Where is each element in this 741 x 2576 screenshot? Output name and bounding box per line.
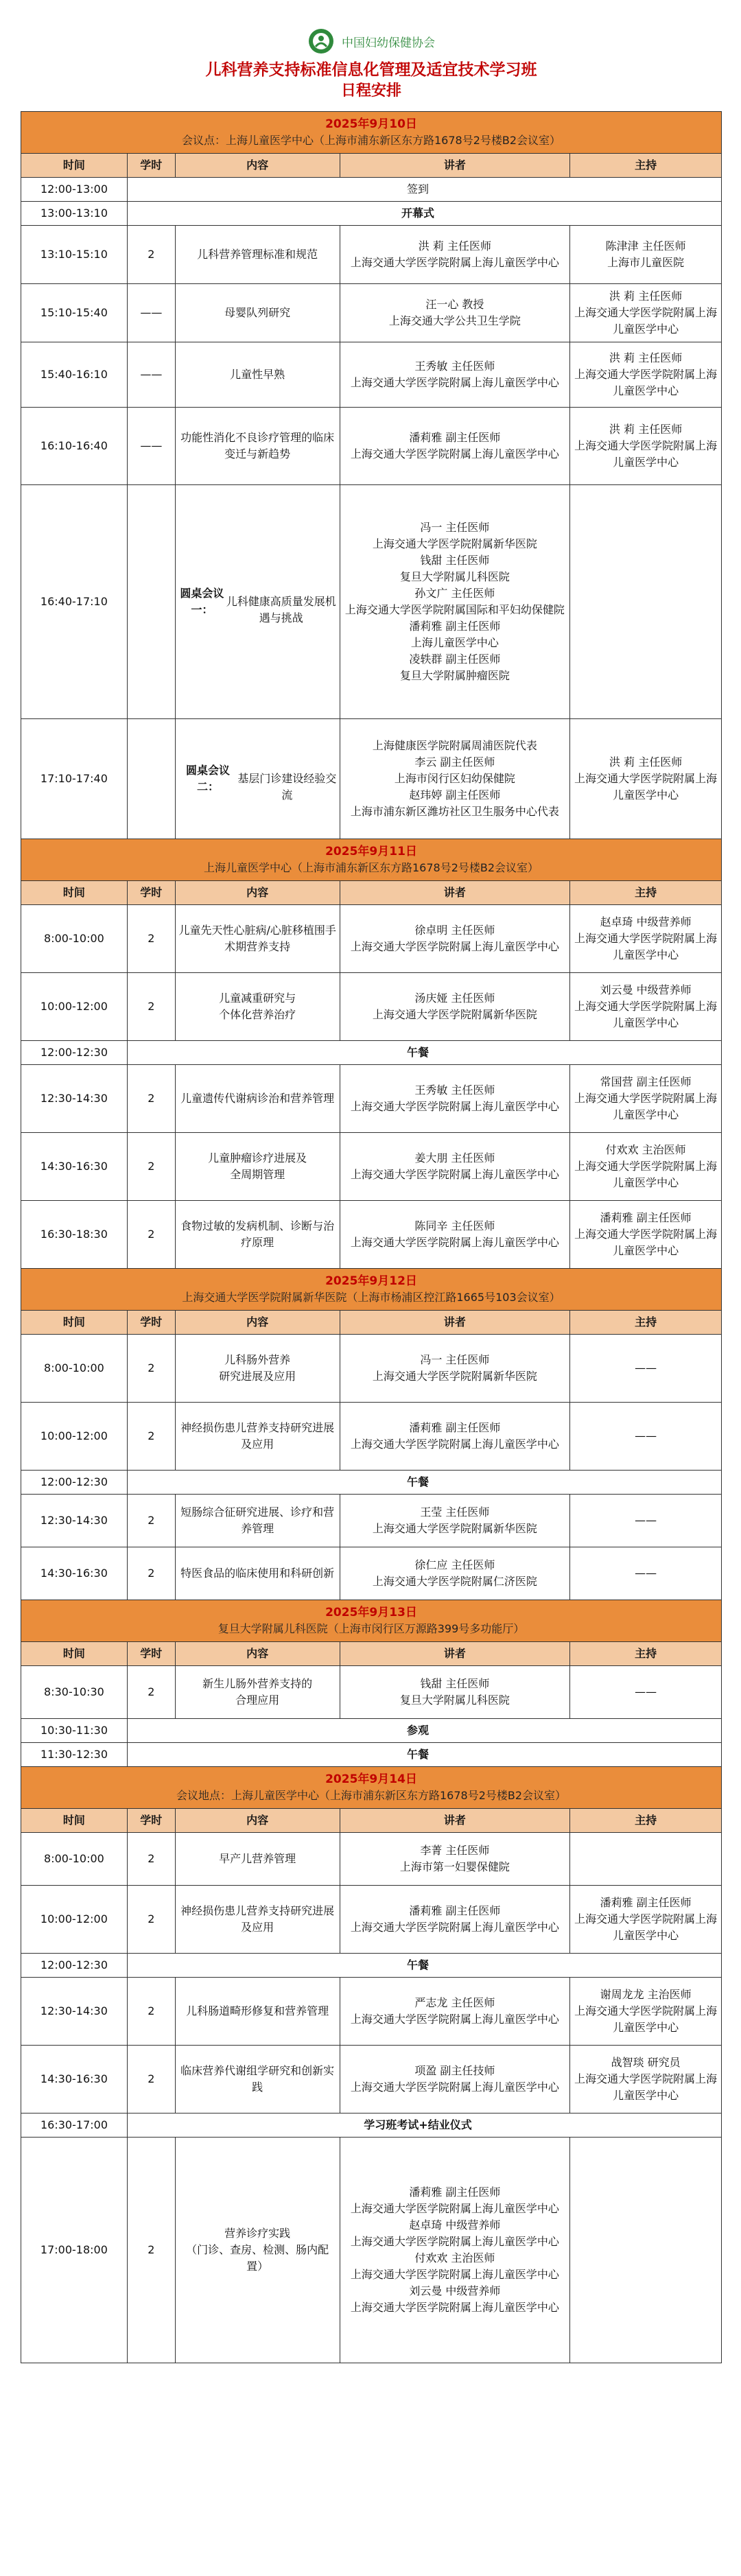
session-host: 陈津津 主任医师 上海市儿童医院 — [605, 239, 686, 269]
session-hours: 2 — [128, 2046, 176, 2113]
session-content: 早产儿营养管理 — [176, 1833, 340, 1885]
session-content: 临床营养代谢组学研究和创新实践 — [176, 2046, 340, 2113]
col-header-time: 时间 — [21, 1809, 128, 1832]
schedule-row — [21, 2046, 721, 2114]
schedule-row — [21, 973, 721, 1041]
session-host — [570, 2138, 721, 2363]
session-time: 10:00-12:00 — [21, 973, 128, 1040]
session-hours: 2 — [128, 1133, 176, 1200]
session-merged-title: 午餐 — [406, 1748, 429, 1761]
day-banner — [21, 1269, 721, 1310]
session-host: 赵卓琦 中级营养师 上海交通大学医学院附属上海儿童医学中心 — [574, 915, 718, 961]
day-date: 2025年9月11日 — [325, 845, 417, 858]
schedule-row — [21, 1833, 721, 1886]
schedule-row — [21, 905, 721, 973]
session-time: 8:00-10:00 — [21, 1833, 128, 1885]
session-merged-title: 学习班考试+结业仪式 — [364, 2118, 472, 2131]
session-hours — [128, 719, 176, 839]
session-hours: 2 — [128, 1547, 176, 1600]
col-header-time: 时间 — [21, 1311, 128, 1334]
session-host: —— — [635, 1361, 657, 1374]
col-header-hours: 学时 — [128, 1311, 176, 1334]
session-speaker: 严志龙 主任医师 上海交通大学医学院附属上海儿童医学中心 — [340, 1978, 571, 2045]
session-content: 儿科肠外营养 研究进展及应用 — [176, 1335, 340, 1402]
session-time: 13:00-13:10 — [21, 202, 128, 225]
session-host: 洪 莉 主任医师 上海交通大学医学院附属上海儿童医学中心 — [574, 423, 718, 469]
session-time: 16:40-17:10 — [21, 485, 128, 718]
col-header-time: 时间 — [21, 1642, 128, 1665]
day-date: 2025年9月12日 — [325, 1274, 417, 1288]
session-time: 12:00-12:30 — [21, 1471, 128, 1494]
day-date: 2025年9月10日 — [325, 117, 417, 131]
session-hours: 2 — [128, 1495, 176, 1547]
column-header-row — [21, 1809, 721, 1833]
session-time: 10:00-12:00 — [21, 1886, 128, 1953]
session-hours: 2 — [128, 1833, 176, 1885]
day-venue: 会议点：上海儿童医学中心（上海市浦东新区东方路1678号2号楼B2会议室） — [181, 134, 561, 147]
day-header-row — [21, 839, 721, 881]
session-hours: 2 — [128, 1403, 176, 1470]
day-date: 2025年9月13日 — [325, 1606, 417, 1619]
session-hours: 2 — [128, 1666, 176, 1718]
column-header-row — [21, 1642, 721, 1666]
session-time: 8:00-10:00 — [21, 905, 128, 972]
col-header-hours: 学时 — [128, 1642, 176, 1665]
session-hours: —— — [128, 284, 176, 342]
session-host — [570, 485, 721, 718]
schedule-row-merged — [21, 202, 721, 226]
session-content: 儿童肿瘤诊疗进展及 全周期管理 — [176, 1133, 340, 1200]
session-time: 14:30-16:30 — [21, 1133, 128, 1200]
schedule-row — [21, 719, 721, 839]
col-header-content: 内容 — [176, 1642, 340, 1665]
session-content: 儿童遗传代谢病诊治和营养管理 — [176, 1065, 340, 1132]
association-emblem-icon — [307, 27, 335, 55]
session-host: —— — [635, 1685, 657, 1698]
schedule-row — [21, 1886, 721, 1954]
session-content: 儿科营养管理标准和规范 — [176, 226, 340, 283]
session-time: 8:30-10:30 — [21, 1666, 128, 1718]
schedule-row-merged — [21, 1471, 721, 1495]
day-header-row — [21, 112, 721, 154]
session-content: 儿童先天性心脏病/心脏移植围手术期营养支持 — [176, 905, 340, 972]
session-host: 付欢欢 主治医师 上海交通大学医学院附属上海儿童医学中心 — [574, 1143, 718, 1189]
session-speaker: 冯一 主任医师 上海交通大学医学院附属新华医院 钱甜 主任医师 复旦大学附属儿科医院 孙文广 主任医师 上海交通大学医学院附属国际和平妇幼保健院 潘莉雅 副主任医师 上海儿童医学中心 凌轶群 副主任医师 复旦大学附属肿瘤医院 — [340, 485, 571, 718]
day-date: 2025年9月14日 — [325, 1772, 417, 1786]
session-speaker: 洪 莉 主任医师 上海交通大学医学院附属上海儿童医学中心 — [340, 226, 571, 283]
session-content: 营养诊疗实践 （门诊、查房、检测、肠内配置） — [176, 2138, 340, 2363]
session-host: 洪 莉 主任医师 上海交通大学医学院附属上海儿童医学中心 — [574, 756, 718, 801]
col-header-hours: 学时 — [128, 154, 176, 177]
session-speaker: 项盈 副主任技师 上海交通大学医学院附属上海儿童医学中心 — [340, 2046, 571, 2113]
schedule-row — [21, 408, 721, 485]
org-logo — [21, 23, 722, 59]
day-venue: 上海儿童医学中心（上海市浦东新区东方路1678号2号楼B2会议室） — [203, 861, 539, 874]
col-header-content: 内容 — [176, 1809, 340, 1832]
session-speaker: 王秀敏 主任医师 上海交通大学医学院附属上海儿童医学中心 — [340, 342, 571, 407]
session-hours: 2 — [128, 2138, 176, 2363]
session-speaker: 徐仁应 主任医师 上海交通大学医学院附属仁济医院 — [340, 1547, 571, 1600]
schedule-row — [21, 1133, 721, 1201]
session-speaker: 潘莉雅 副主任医师 上海交通大学医学院附属上海儿童医学中心 赵卓琦 中级营养师 上海交通大学医学院附属上海儿童医学中心 付欢欢 主治医师 上海交通大学医学院附属上海儿童医学中心 刘云曼 中级营养师 上海交通大学医学院附属上海儿童医学中心 — [340, 2138, 571, 2363]
session-host: 刘云曼 中级营养师 上海交通大学医学院附属上海儿童医学中心 — [574, 983, 718, 1029]
day-header-row — [21, 1767, 721, 1809]
session-host: 洪 莉 主任医师 上海交通大学医学院附属上海儿童医学中心 — [574, 290, 718, 336]
session-host: 潘莉雅 副主任医师 上海交通大学医学院附属上海儿童医学中心 — [574, 1896, 718, 1942]
day-banner — [21, 839, 721, 880]
session-merged-title: 午餐 — [406, 1046, 429, 1059]
session-time: 15:40-16:10 — [21, 342, 128, 407]
session-speaker: 陈同辛 主任医师 上海交通大学医学院附属上海儿童医学中心 — [340, 1201, 571, 1268]
page-header — [21, 23, 722, 111]
session-host: —— — [635, 1429, 657, 1442]
schedule-row-merged — [21, 2114, 721, 2138]
session-time: 16:30-18:30 — [21, 1201, 128, 1268]
schedule-row-merged — [21, 178, 721, 202]
schedule-row-merged — [21, 1719, 721, 1743]
session-time: 15:10-15:40 — [21, 284, 128, 342]
schedule-row — [21, 1201, 721, 1269]
session-speaker: 上海健康医学院附属周浦医院代表 李云 副主任医师 上海市闵行区妇幼保健院 赵玮婷 副主任医师 上海市浦东新区潍坊社区卫生服务中心代表 — [340, 719, 571, 839]
session-content: 儿童减重研究与 个体化营养治疗 — [176, 973, 340, 1040]
col-header-speaker: 讲者 — [340, 1311, 571, 1334]
session-time: 12:00-12:30 — [21, 1954, 128, 1977]
session-hours: —— — [128, 342, 176, 407]
session-time: 13:10-15:10 — [21, 226, 128, 283]
schedule-row — [21, 1666, 721, 1719]
schedule-row — [21, 1335, 721, 1403]
session-time: 14:30-16:30 — [21, 2046, 128, 2113]
session-merged-title: 签到 — [406, 183, 429, 196]
session-speaker: 汪一心 教授 上海交通大学公共卫生学院 — [340, 284, 571, 342]
session-speaker: 潘莉雅 副主任医师 上海交通大学医学院附属上海儿童医学中心 — [340, 1403, 571, 1470]
session-hours — [128, 485, 176, 718]
session-speaker: 冯一 主任医师 上海交通大学医学院附属新华医院 — [340, 1335, 571, 1402]
schedule-row — [21, 226, 721, 284]
session-merged-title: 开幕式 — [401, 207, 434, 220]
col-header-hours: 学时 — [128, 881, 176, 904]
session-speaker: 徐卓明 主任医师 上海交通大学医学院附属上海儿童医学中心 — [340, 905, 571, 972]
schedule-row — [21, 284, 721, 342]
session-content: 圆桌会议一： 儿科健康高质量发展机遇与挑战 — [176, 485, 340, 718]
col-header-speaker: 讲者 — [340, 881, 571, 904]
col-header-hours: 学时 — [128, 1809, 176, 1832]
col-header-content: 内容 — [176, 154, 340, 177]
col-header-speaker: 讲者 — [340, 1642, 571, 1665]
schedule-row-merged — [21, 1041, 721, 1065]
session-hours: 2 — [128, 905, 176, 972]
schedule-row — [21, 1978, 721, 2046]
day-banner — [21, 1600, 721, 1641]
session-content: 儿童性早熟 — [176, 342, 340, 407]
session-time: 8:00-10:00 — [21, 1335, 128, 1402]
session-hours: 2 — [128, 1978, 176, 2045]
session-time: 11:30-12:30 — [21, 1743, 128, 1766]
session-time: 10:30-11:30 — [21, 1719, 128, 1742]
session-speaker: 姜大朋 主任医师 上海交通大学医学院附属上海儿童医学中心 — [340, 1133, 571, 1200]
column-header-row — [21, 881, 721, 905]
session-host — [570, 1833, 721, 1885]
session-time: 17:00-18:00 — [21, 2138, 128, 2363]
session-merged-title: 参观 — [406, 1724, 429, 1737]
session-content: 神经损伤患儿营养支持研究进展及应用 — [176, 1403, 340, 1470]
schedule-row — [21, 2138, 721, 2363]
session-host: 洪 莉 主任医师 上海交通大学医学院附属上海儿童医学中心 — [574, 351, 718, 397]
session-speaker: 潘莉雅 副主任医师 上海交通大学医学院附属上海儿童医学中心 — [340, 1886, 571, 1953]
session-speaker: 汤庆娅 主任医师 上海交通大学医学院附属新华医院 — [340, 973, 571, 1040]
session-speaker: 李菁 主任医师 上海市第一妇婴保健院 — [340, 1833, 571, 1885]
session-merged-title: 午餐 — [406, 1958, 429, 1971]
session-time: 12:00-13:00 — [21, 178, 128, 201]
session-content: 母婴队列研究 — [176, 284, 340, 342]
col-header-content: 内容 — [176, 1311, 340, 1334]
column-header-row — [21, 1311, 721, 1335]
col-header-time: 时间 — [21, 881, 128, 904]
session-content: 功能性消化不良诊疗管理的临床变迁与新趋势 — [176, 408, 340, 484]
col-header-host: 主持 — [570, 1642, 721, 1665]
session-time: 12:30-14:30 — [21, 1495, 128, 1547]
schedule-table — [21, 111, 722, 2363]
session-hours: 2 — [128, 1065, 176, 1132]
day-venue: 上海交通大学医学院附属新华医院（上海市杨浦区控江路1665号103会议室） — [182, 1291, 561, 1304]
session-content: 特医食品的临床使用和科研创新 — [176, 1547, 340, 1600]
day-venue: 会议地点：上海儿童医学中心（上海市浦东新区东方路1678号2号楼B2会议室） — [176, 1789, 567, 1802]
column-header-row — [21, 154, 721, 178]
session-content: 新生儿肠外营养支持的 合理应用 — [176, 1666, 340, 1718]
session-host: 谢周龙龙 主治医师 上海交通大学医学院附属上海儿童医学中心 — [574, 1988, 718, 2034]
day-header-row — [21, 1600, 721, 1642]
session-time: 12:30-14:30 — [21, 1978, 128, 2045]
session-hours: —— — [128, 408, 176, 484]
session-time: 10:00-12:00 — [21, 1403, 128, 1470]
session-speaker: 钱甜 主任医师 复旦大学附属儿科医院 — [340, 1666, 571, 1718]
session-time: 12:00-12:30 — [21, 1041, 128, 1064]
session-host: 潘莉雅 副主任医师 上海交通大学医学院附属上海儿童医学中心 — [574, 1211, 718, 1257]
session-hours: 2 — [128, 973, 176, 1040]
col-header-speaker: 讲者 — [340, 154, 571, 177]
session-hours: 2 — [128, 226, 176, 283]
col-header-host: 主持 — [570, 1311, 721, 1334]
day-venue: 复旦大学附属儿科医院（上海市闵行区万源路399号多功能厅） — [217, 1622, 525, 1635]
col-header-content: 内容 — [176, 881, 340, 904]
col-header-host: 主持 — [570, 1809, 721, 1832]
schedule-row — [21, 1403, 721, 1471]
session-hours: 2 — [128, 1201, 176, 1268]
day-header-row — [21, 1269, 721, 1311]
session-content: 儿科肠道畸形修复和营养管理 — [176, 1978, 340, 2045]
schedule-row — [21, 485, 721, 719]
session-content: 圆桌会议二： 基层门诊建设经验交流 — [176, 719, 340, 839]
session-hours: 2 — [128, 1886, 176, 1953]
session-time: 16:30-17:00 — [21, 2114, 128, 2137]
session-content: 短肠综合征研究进展、诊疗和营养管理 — [176, 1495, 340, 1547]
session-host: 常国营 副主任医师 上海交通大学医学院附属上海儿童医学中心 — [574, 1075, 718, 1121]
session-host: 战智琰 研究员 上海交通大学医学院附属上海儿童医学中心 — [574, 2056, 718, 2102]
session-speaker: 潘莉雅 副主任医师 上海交通大学医学院附属上海儿童医学中心 — [340, 408, 571, 484]
org-name: 中国妇幼保健协会 — [342, 36, 435, 50]
session-content: 神经损伤患儿营养支持研究进展及应用 — [176, 1886, 340, 1953]
session-speaker: 王秀敏 主任医师 上海交通大学医学院附属上海儿童医学中心 — [340, 1065, 571, 1132]
session-time: 14:30-16:30 — [21, 1547, 128, 1600]
col-header-time: 时间 — [21, 154, 128, 177]
session-speaker: 王莹 主任医师 上海交通大学医学院附属新华医院 — [340, 1495, 571, 1547]
session-hours: 2 — [128, 1335, 176, 1402]
schedule-row — [21, 1547, 721, 1600]
schedule-row — [21, 342, 721, 408]
schedule-row-merged — [21, 1743, 721, 1767]
schedule-row — [21, 1065, 721, 1133]
session-host: —— — [635, 1514, 657, 1527]
col-header-host: 主持 — [570, 881, 721, 904]
session-host: —— — [635, 1567, 657, 1580]
schedule-row — [21, 1495, 721, 1547]
col-header-speaker: 讲者 — [340, 1809, 571, 1832]
session-time: 17:10-17:40 — [21, 719, 128, 839]
page-subtitle: 日程安排 — [340, 82, 401, 99]
session-time: 12:30-14:30 — [21, 1065, 128, 1132]
day-banner — [21, 112, 721, 153]
day-banner — [21, 1767, 721, 1808]
session-merged-title: 午餐 — [406, 1475, 429, 1488]
page-title: 儿科营养支持标准信息化管理及适宜技术学习班 — [205, 61, 537, 79]
schedule-row-merged — [21, 1954, 721, 1978]
col-header-host: 主持 — [570, 154, 721, 177]
session-time: 16:10-16:40 — [21, 408, 128, 484]
session-content: 食物过敏的发病机制、诊断与治疗原理 — [176, 1201, 340, 1268]
